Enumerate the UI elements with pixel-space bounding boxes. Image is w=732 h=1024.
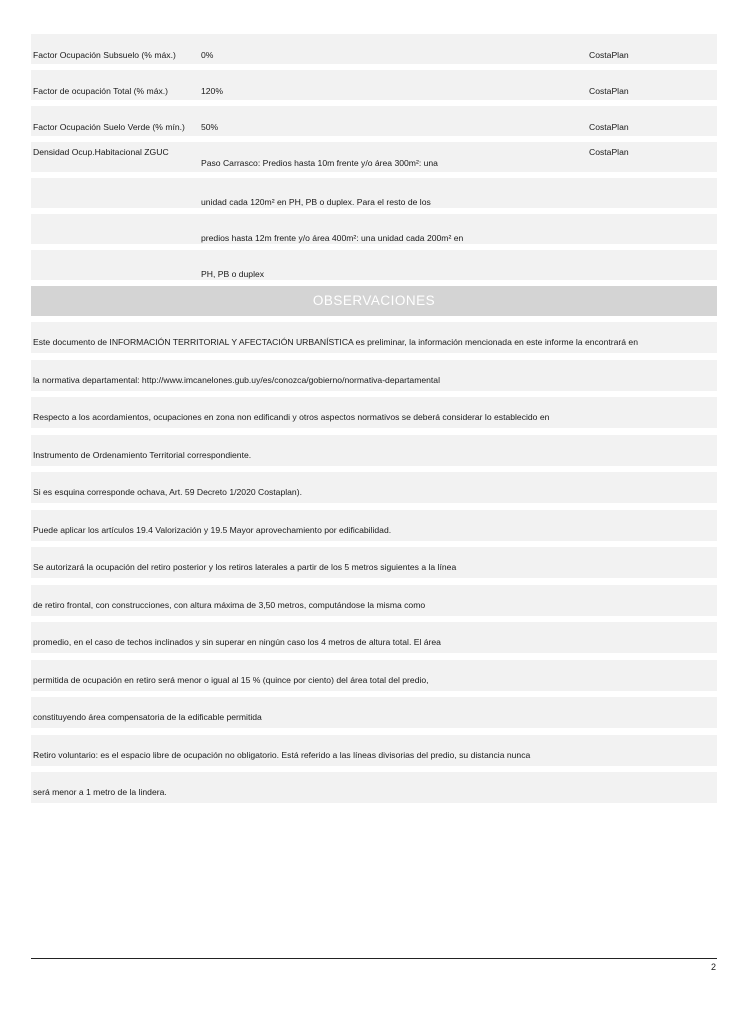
- param-row-continuation: [31, 250, 717, 280]
- observation-text: será menor a 1 metro de la lindera.: [33, 787, 167, 797]
- param-row-total: [31, 70, 717, 100]
- observation-text: Este documento de INFORMACIÓN TERRITORIAL Y AFECTACIÓN URBANÍSTICA es preliminar, la información mencionada en este informe la encontrará en: [33, 337, 638, 347]
- observation-text: de retiro frontal, con construcciones, con altura máxima de 3,50 metros, computándose la misma como: [33, 599, 426, 610]
- param-label: Factor de ocupación Total (% máx.): [33, 86, 169, 96]
- observation-text: Instrumento de Ordenamiento Territorial correspondiente.: [33, 449, 252, 460]
- observations-header: OBSERVACIONES: [31, 286, 717, 316]
- observation-text: Respecto a los acordamientos, ocupaciones en zona non edificandi y otros aspectos normativos se deberá considerar lo establecido en: [33, 412, 550, 422]
- document-body: [31, 34, 717, 810]
- observation-line: [31, 585, 717, 616]
- param-label: Densidad Ocup.Habitacional ZGUC: [33, 147, 169, 157]
- footer-divider: [31, 958, 717, 959]
- param-value-continued: predios hasta 12m frente y/o área 400m²: una unidad cada 200m² en: [201, 233, 464, 243]
- param-source: CostaPlan: [589, 147, 629, 157]
- observation-line: [31, 360, 717, 391]
- observation-line: [31, 322, 717, 353]
- param-value: 50%: [201, 122, 219, 132]
- observation-line: [31, 510, 717, 541]
- observation-line: [31, 735, 717, 766]
- observation-text: promedio, en el caso de techos inclinados y sin superar en ningún caso los 4 metros de altura total. El área: [33, 637, 441, 647]
- param-value-continued: PH, PB o duplex: [201, 269, 265, 279]
- observation-line: [31, 660, 717, 691]
- param-label: Factor Ocupación Suelo Verde (% mín.): [33, 122, 185, 132]
- param-row-suelo-verde: [31, 106, 717, 136]
- param-source: CostaPlan: [589, 122, 629, 132]
- observation-text: la normativa departamental: http://www.imcanelones.gub.uy/es/conozca/gobierno/normativa-departamental: [33, 374, 440, 385]
- observation-line: [31, 435, 717, 466]
- param-label: Factor Ocupación Subsuelo (% máx.): [33, 50, 176, 60]
- observation-text: permitida de ocupación en retiro será menor o igual al 15 % (quince por ciento) del área total del predio,: [33, 674, 429, 685]
- observation-line: [31, 472, 717, 503]
- observation-text: Se autorizará la ocupación del retiro posterior y los retiros laterales a partir de los 5 metros siguientes a la línea: [33, 562, 457, 572]
- param-value: 120%: [201, 86, 223, 96]
- observation-line: [31, 772, 717, 803]
- param-value-continued: unidad cada 120m² en PH, PB o duplex. Para el resto de los: [201, 197, 431, 207]
- observation-line: [31, 397, 717, 428]
- param-row-continuation: [31, 178, 717, 208]
- param-row-densidad: [31, 142, 717, 172]
- param-source: CostaPlan: [589, 50, 629, 60]
- param-source: CostaPlan: [589, 86, 629, 96]
- observation-text: Puede aplicar los artículos 19.4 Valorización y 19.5 Mayor aprovechamiento por edificabilidad.: [33, 524, 392, 535]
- param-row-subsuelo: [31, 34, 717, 64]
- observation-text: Retiro voluntario: es el espacio libre de ocupación no obligatorio. Está referido a las líneas divisorias del predio, su distancia nunca: [33, 749, 531, 760]
- observation-line: [31, 622, 717, 653]
- observation-text: constituyendo área compensatoria de la edificable permitida: [33, 712, 262, 722]
- observation-line: [31, 547, 717, 578]
- observation-line: [31, 697, 717, 728]
- param-value: 0%: [201, 50, 214, 60]
- page-number: 2: [710, 962, 716, 972]
- param-value: Paso Carrasco: Predios hasta 10m frente y/o área 300m²: una: [201, 158, 438, 168]
- observation-text: Si es esquina corresponde ochava, Art. 59 Decreto 1/2020 Costaplan).: [33, 487, 302, 497]
- param-row-continuation: [31, 214, 717, 244]
